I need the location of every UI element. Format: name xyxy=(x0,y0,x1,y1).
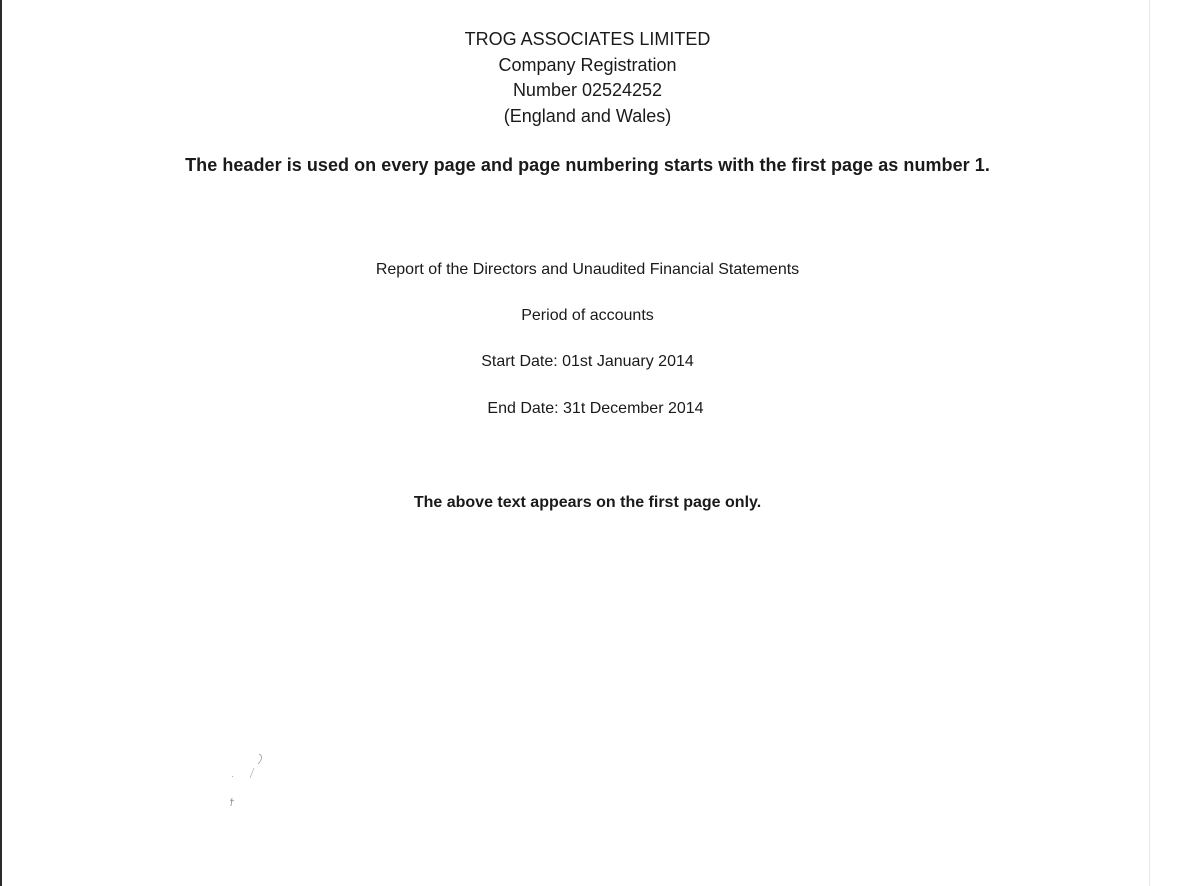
registration-line-1: Company Registration xyxy=(498,54,677,75)
scan-pencil-mark xyxy=(226,748,266,812)
scan-left-edge xyxy=(0,0,2,886)
company-block xyxy=(0,27,1175,129)
report-title: Report of the Directors and Unaudited Financial Statements xyxy=(375,261,800,278)
scan-right-edge xyxy=(1149,0,1150,886)
period-heading: Period of accounts xyxy=(521,307,654,324)
start-date: Start Date: 01st January 2014 xyxy=(481,353,694,370)
first-page-note: The above text appears on the first page only. xyxy=(413,494,762,511)
registration-line-2: Number 02524252 xyxy=(512,80,663,100)
company-name: TROG ASSOCIATES LIMITED xyxy=(464,29,711,49)
jurisdiction: (England and Wales) xyxy=(503,105,672,126)
header-note: The header is used on every page and page numbering starts with the first page as number 1. xyxy=(185,155,990,175)
end-date: End Date: 31t December 2014 xyxy=(487,400,704,417)
